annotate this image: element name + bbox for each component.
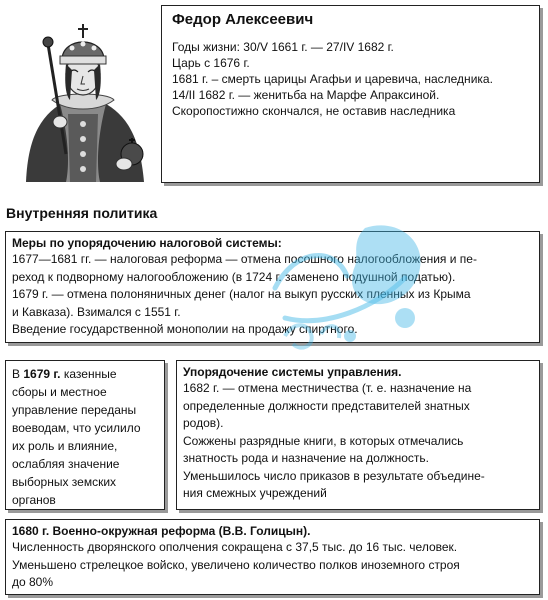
- voivode-line: воеводам, что усилило: [12, 421, 141, 435]
- army-line: Численность дворянского ополчения сокращена с 37,5 тыс. до 16 тыс. человек.: [12, 540, 458, 554]
- tax-line: 1677—1681 гг. — налоговая реформа — отмена посошного налогообложения и пе-: [12, 252, 477, 266]
- voivode-box: [5, 360, 165, 510]
- management-line: родов).: [183, 416, 224, 430]
- tsar-name: Федор Алексеевич: [172, 11, 314, 28]
- management-line: знатность рода и назначение на должность.: [183, 451, 429, 465]
- voivode-line: органов: [12, 493, 56, 507]
- tax-line: 1679 г. — отмена полоняничных денег (налог на выкуп русских пленных из Крыма: [12, 287, 471, 301]
- voivode-line: ослабляя значение: [12, 457, 120, 471]
- tax-box-title: Меры по упорядочению налоговой системы:: [12, 236, 282, 250]
- tax-line: и Кавказа). Взимался с 1551 г.: [12, 304, 181, 319]
- management-box-title: Упорядочение системы управления.: [183, 365, 402, 379]
- army-box-title: 1680 г. Военно-окружная реформа (В.В. Голицын).: [12, 524, 311, 538]
- voivode-line: управление переданы: [12, 403, 137, 417]
- voivode-year: 1679 г.: [23, 367, 61, 381]
- bio-line: Годы жизни: 30/V 1661 г. — 27/IV 1682 г.: [172, 40, 394, 54]
- tsar-portrait: [8, 4, 156, 182]
- management-line: Сожжены разрядные книги, в которых отмечались: [183, 433, 464, 448]
- tax-line: реход к подворному налогообложению (в 1724 г. заменено подушной податью).: [12, 269, 456, 284]
- bio-line: Скоропостижно скончался, не оставив наследника: [172, 104, 456, 118]
- army-reform-box: [5, 519, 540, 595]
- army-line: Уменьшено стрелецкое войско, увеличено количество полков иноземного строя: [12, 557, 460, 572]
- management-line: ния смежных учреждений: [183, 486, 327, 500]
- bio-line: Царь с 1676 г.: [172, 56, 250, 70]
- voivode-line: выборных земских: [12, 475, 117, 489]
- tax-system-box: [5, 231, 540, 343]
- bio-line: 1681 г. – смерть царицы Агафьи и царевича, наследника.: [172, 72, 493, 86]
- management-line: 1682 г. — отмена местничества (т. е. назначение на: [183, 381, 472, 395]
- voivode-prefix: В: [12, 367, 24, 381]
- section-title: Внутренняя политика: [6, 205, 158, 221]
- bio-line: 14/II 1682 г. — женитьба на Марфе Апраксиной.: [172, 88, 440, 102]
- army-line: до 80%: [12, 575, 54, 589]
- tax-line: Введение государственной монополии на продажу спиртного.: [12, 322, 358, 336]
- management-box: [176, 360, 540, 510]
- biography-box: [161, 5, 540, 183]
- voivode-line: их роль и влияние,: [12, 439, 118, 453]
- voivode-line: [12, 365, 158, 383]
- management-line: определенные должности представителей знатных: [183, 398, 470, 413]
- voivode-first-rest: казенные: [60, 367, 117, 381]
- management-line: Уменьшилось число приказов в результате объедине-: [183, 468, 485, 483]
- voivode-line: сборы и местное: [12, 385, 107, 399]
- portrait-image: [8, 4, 156, 182]
